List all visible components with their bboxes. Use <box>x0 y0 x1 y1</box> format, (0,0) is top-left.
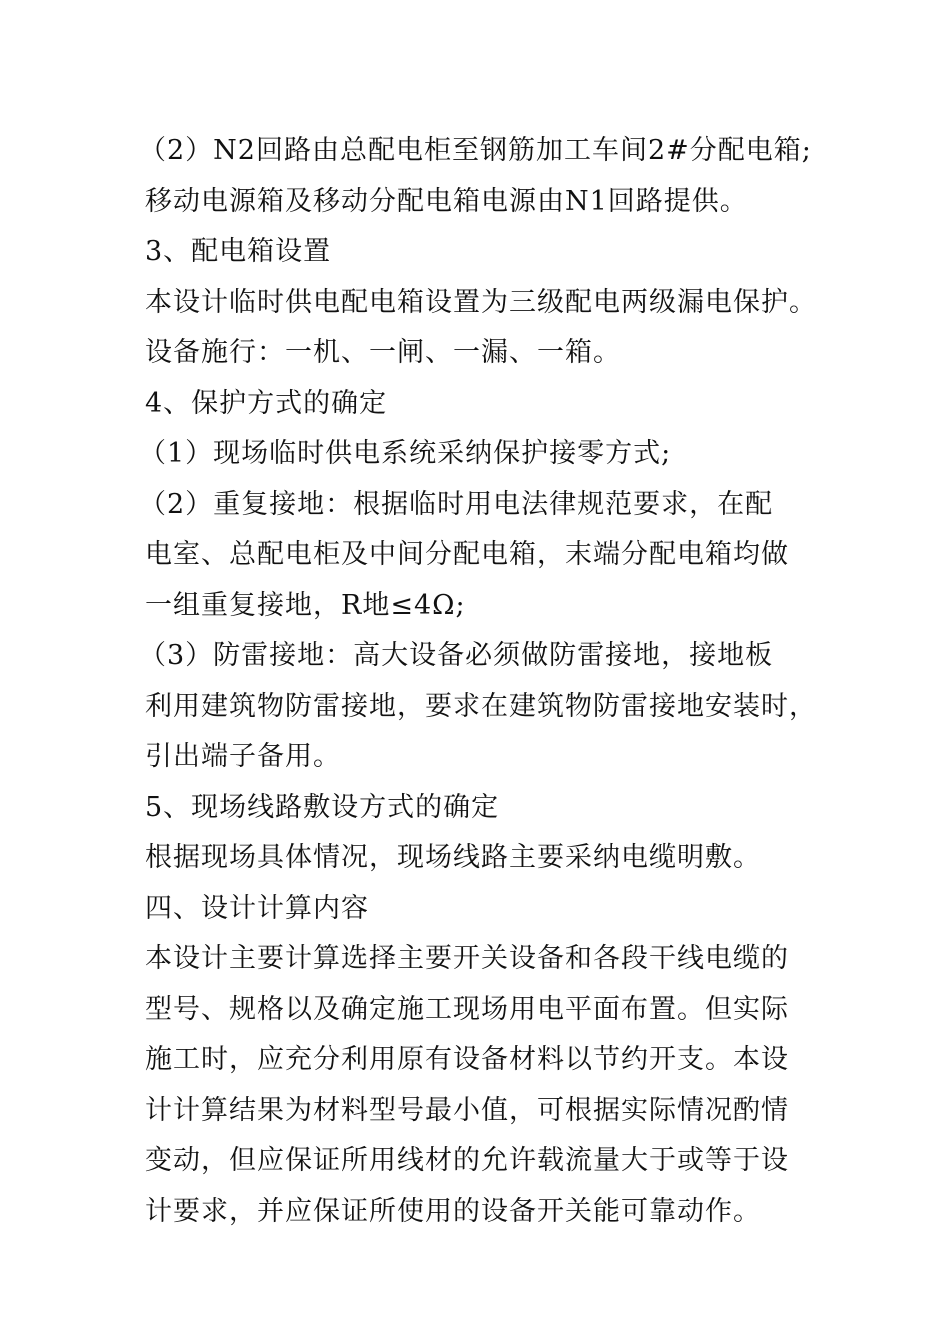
text-line: 引出端子备用。 <box>145 741 341 772</box>
text-line: （1）现场临时供电系统采纳保护接零方式; <box>139 438 672 469</box>
section-heading: 四、设计计算内容 <box>145 892 369 924</box>
text-line: 计要求，并应保证所使用的设备开关能可靠动作。 <box>145 1195 761 1227</box>
text-line: （2）N2回路由总配电柜至钢筋加工车间2#分配电箱; <box>139 135 812 166</box>
document-body <box>139 126 825 1237</box>
text-line: 移动电源箱及移动分配电箱电源由N1回路提供。 <box>145 185 748 217</box>
section-heading: 4、保护方式的确定 <box>145 387 388 419</box>
text-line: （2）重复接地：根据临时用电法律规范要求，在配 <box>139 488 774 520</box>
text-line: 本设计主要计算选择主要开关设备和各段干线电缆的 <box>145 943 789 974</box>
text-line: 型号、规格以及确定施工现场用电平面布置。但实际 <box>145 993 789 1025</box>
text-line: 根据现场具体情况，现场线路主要采纳电缆明敷。 <box>145 842 761 873</box>
text-line: 本设计临时供电配电箱设置为三级配电两级漏电保护。 <box>145 286 817 318</box>
text-line: 设备施行：一机、一闸、一漏、一箱。 <box>145 337 621 368</box>
text-line: 一组重复接地，R地≤4Ω; <box>145 589 466 621</box>
section-heading: 5、现场线路敷设方式的确定 <box>145 791 500 823</box>
text-line: 利用建筑物防雷接地，要求在建筑物防雷接地安装时， <box>145 690 817 722</box>
text-line: 计计算结果为材料型号最小值，可根据实际情况酌情 <box>145 1094 789 1126</box>
text-line: （3）防雷接地：高大设备必须做防雷接地，接地板 <box>139 640 774 671</box>
text-line: 电室、总配电柜及中间分配电箱，末端分配电箱均做 <box>145 539 789 570</box>
section-heading: 3、配电箱设置 <box>145 236 332 267</box>
text-line: 施工时，应充分利用原有设备材料以节约开支。本设 <box>145 1044 789 1075</box>
text-line: 变动，但应保证所用线材的允许载流量大于或等于设 <box>145 1145 789 1176</box>
